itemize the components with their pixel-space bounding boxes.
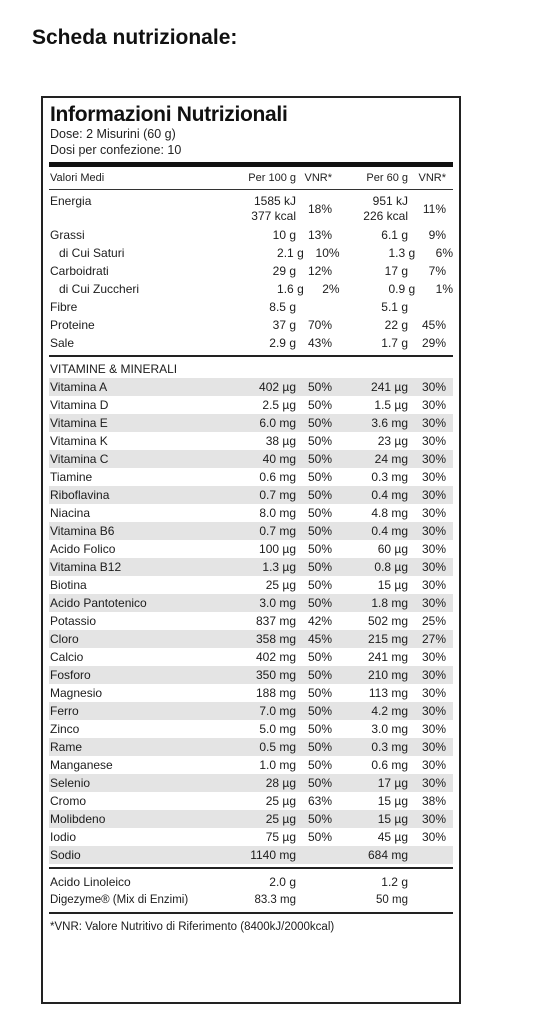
row-vnr2: 30%	[421, 830, 446, 844]
col-name: Valori Medi	[50, 172, 105, 184]
table-row	[49, 414, 453, 432]
row-name: Sodio	[50, 848, 81, 862]
row-vnr1: 50%	[307, 650, 332, 664]
row-name: Calcio	[50, 650, 84, 664]
row-per60: 215 mg	[367, 632, 408, 646]
table-row	[49, 648, 453, 666]
vitamins-list	[43, 378, 459, 864]
row-vnr1: 13%	[307, 228, 332, 242]
row-vnr1: 42%	[307, 614, 332, 628]
row-per60: 210 mg	[367, 668, 408, 682]
section-divider	[49, 867, 453, 869]
row-vnr1: 50%	[307, 470, 332, 484]
row-per60: 17 g	[384, 264, 408, 278]
energy-vnr1: 18%	[307, 201, 332, 216]
row-name: Vitamina B6	[50, 524, 115, 538]
row-per60: 15 µg	[377, 812, 408, 826]
row-per100: 358 mg	[255, 632, 296, 646]
row-name: Vitamina B12	[50, 560, 122, 574]
page-heading: Scheda nutrizionale:	[32, 26, 238, 49]
row-name: Iodio	[50, 830, 77, 844]
energy-vnr2: 11%	[422, 201, 446, 216]
row-vnr2: 7%	[428, 264, 446, 278]
row-per60: 4.2 mg	[371, 704, 408, 718]
row-per60: 60 µg	[377, 542, 408, 556]
row-per100: 8.5 g	[269, 300, 296, 314]
row-per60: 0.8 µg	[374, 560, 408, 574]
dose-text: Dose: 2 Misurini (60 g)	[50, 127, 176, 141]
row-vnr1: 50%	[307, 452, 332, 466]
row-vnr2: 30%	[421, 776, 446, 790]
row-per100: 25 µg	[265, 794, 296, 808]
row-vnr1: 12%	[307, 264, 332, 278]
row-name: Acido Folico	[50, 542, 116, 556]
row-per100: 37 g	[272, 318, 296, 332]
table-row	[49, 630, 453, 648]
footnote: *VNR: Valore Nutritivo di Riferimento (8400kJ/2000kcal)	[50, 921, 335, 933]
divider	[49, 189, 453, 190]
row-vnr1: 50%	[307, 524, 332, 538]
row-vnr2: 30%	[421, 812, 446, 826]
row-per60: 17 µg	[377, 776, 408, 790]
row-name: Cromo	[50, 794, 87, 808]
row-name: Digezyme® (Mix di Enzimi)	[50, 894, 189, 906]
row-per100: 40 mg	[262, 452, 296, 466]
table-row	[49, 316, 453, 334]
row-per100: 7.0 mg	[259, 704, 296, 718]
row-per100: 3.0 mg	[259, 596, 296, 610]
table-row	[49, 666, 453, 684]
row-vnr1: 50%	[307, 380, 332, 394]
row-vnr2: 27%	[421, 632, 446, 646]
table-row	[49, 594, 453, 612]
row-name: Ferro	[50, 704, 79, 718]
row-name: Niacina	[50, 506, 91, 520]
row-per60: 241 µg	[371, 380, 408, 394]
row-per100: 837 mg	[255, 614, 296, 628]
row-name: Tiamine	[50, 470, 93, 484]
row-name: Fosforo	[50, 668, 91, 682]
row-vnr2: 30%	[421, 722, 446, 736]
row-per60: 1.5 µg	[374, 398, 408, 412]
row-vnr1: 50%	[307, 560, 332, 574]
row-name: Vitamina A	[50, 380, 108, 394]
row-vnr1: 50%	[307, 398, 332, 412]
row-name: Vitamina C	[50, 452, 109, 466]
row-name: Rame	[50, 740, 83, 754]
row-per100: 10 g	[272, 228, 296, 242]
row-per100: 75 µg	[265, 830, 296, 844]
row-per100: 100 µg	[259, 542, 296, 556]
row-per100: 2.9 g	[269, 336, 296, 350]
row-per60: 1.2 g	[381, 875, 408, 889]
row-name: Manganese	[50, 758, 113, 772]
table-row	[49, 378, 453, 396]
row-vnr2: 25%	[421, 614, 446, 628]
row-per60: 24 mg	[374, 452, 408, 466]
energy-kj100: 1585 kJ	[253, 194, 296, 208]
row-vnr2: 30%	[421, 380, 446, 394]
table-row	[49, 891, 453, 909]
row-per60: 241 mg	[367, 650, 408, 664]
table-row	[49, 262, 453, 280]
row-per100: 0.7 mg	[259, 524, 296, 538]
energy-kcal60: 226 kcal	[363, 209, 408, 223]
extras-list	[43, 873, 459, 909]
row-per100: 8.0 mg	[259, 506, 296, 520]
row-vnr1: 2%	[322, 282, 340, 296]
row-per60: 0.3 mg	[371, 740, 408, 754]
row-per60: 23 µg	[377, 434, 408, 448]
table-row	[49, 226, 453, 244]
row-per60: 1.8 mg	[371, 596, 408, 610]
row-per100: 402 mg	[255, 650, 296, 664]
row-name: Selenio	[50, 776, 91, 790]
row-vnr2: 30%	[421, 560, 446, 574]
row-vnr2: 30%	[421, 686, 446, 700]
table-row	[49, 486, 453, 504]
row-name: Proteine	[50, 318, 95, 332]
row-name: Zinco	[50, 722, 80, 736]
energy-per60	[332, 194, 408, 224]
row-per100: 0.7 mg	[259, 488, 296, 502]
row-vnr1: 43%	[307, 336, 332, 350]
row-per100: 350 mg	[255, 668, 296, 682]
row-per100: 2.0 g	[269, 875, 296, 889]
row-per60: 0.4 mg	[371, 524, 408, 538]
table-row	[49, 540, 453, 558]
col-per100: Per 100 g	[248, 172, 296, 184]
row-vnr1: 50%	[307, 668, 332, 682]
row-per60: 0.6 mg	[371, 758, 408, 772]
row-vnr1: 50%	[307, 758, 332, 772]
row-per100: 2.1 g	[277, 246, 304, 260]
row-name: Cloro	[50, 632, 79, 646]
row-vnr2: 30%	[421, 758, 446, 772]
table-row	[49, 792, 453, 810]
row-name: Vitamina E	[50, 416, 108, 430]
row-name: di Cui Zuccheri	[59, 282, 140, 296]
row-per100: 188 mg	[255, 686, 296, 700]
row-vnr2: 30%	[421, 470, 446, 484]
row-per100: 1.6 g	[277, 282, 304, 296]
vitamins-heading: VITAMINE & MINERALI	[50, 362, 178, 376]
row-vnr1: 45%	[307, 632, 332, 646]
row-vnr2: 1%	[435, 282, 453, 296]
row-name: Magnesio	[50, 686, 103, 700]
table-row	[49, 873, 453, 891]
row-per60: 15 µg	[377, 578, 408, 592]
row-per60: 6.1 g	[381, 228, 408, 242]
row-per60: 1.3 g	[388, 246, 416, 260]
row-vnr2: 30%	[421, 596, 446, 610]
section-divider	[49, 355, 453, 357]
row-per60: 0.3 mg	[371, 470, 408, 484]
row-per60: 0.4 mg	[371, 488, 408, 502]
row-per60: 15 µg	[377, 794, 408, 808]
row-vnr2: 30%	[421, 578, 446, 592]
row-per60: 22 g	[384, 318, 408, 332]
row-per60: 45 µg	[377, 830, 408, 844]
row-vnr1: 50%	[307, 506, 332, 520]
row-name: Biotina	[50, 578, 87, 592]
table-row	[49, 810, 453, 828]
energy-name: Energia	[50, 194, 92, 208]
row-vnr2: 30%	[421, 704, 446, 718]
row-per100: 1.0 mg	[259, 758, 296, 772]
row-vnr2: 30%	[421, 398, 446, 412]
row-name: Sale	[50, 336, 75, 350]
row-per60: 3.6 mg	[371, 416, 408, 430]
table-row	[49, 432, 453, 450]
table-row	[49, 774, 453, 792]
row-name: Acido Linoleico	[50, 875, 131, 889]
table-row	[49, 756, 453, 774]
row-per60: 3.0 mg	[371, 722, 408, 736]
row-vnr1: 50%	[307, 740, 332, 754]
row-vnr2: 30%	[421, 416, 446, 430]
col-vnr2: VNR*	[418, 172, 446, 184]
row-vnr2: 30%	[421, 668, 446, 682]
row-per60: 0.9 g	[388, 282, 416, 296]
table-row	[49, 684, 453, 702]
row-vnr2: 45%	[421, 318, 446, 332]
row-vnr1: 70%	[307, 318, 332, 332]
row-vnr2: 30%	[421, 542, 446, 556]
energy-kj60: 951 kJ	[372, 194, 408, 208]
row-per60: 1.7 g	[381, 336, 408, 350]
col-per60: Per 60 g	[366, 172, 408, 184]
row-vnr1: 50%	[307, 704, 332, 718]
row-vnr1: 63%	[307, 794, 332, 808]
row-per100: 1.3 µg	[262, 560, 296, 574]
row-name: Grassi	[50, 228, 85, 242]
table-row	[49, 846, 453, 864]
table-row	[49, 720, 453, 738]
row-name: Potassio	[50, 614, 97, 628]
energy-kcal100: 377 kcal	[251, 209, 296, 223]
row-name: Carboidrati	[50, 264, 109, 278]
row-vnr2: 6%	[435, 246, 453, 260]
row-name: Molibdeno	[50, 812, 106, 826]
row-per100: 402 µg	[259, 380, 296, 394]
table-row	[49, 244, 453, 262]
row-vnr2: 30%	[421, 524, 446, 538]
column-header	[49, 167, 453, 189]
row-per60: 502 mg	[367, 614, 408, 628]
row-vnr1: 10%	[315, 246, 340, 260]
row-vnr2: 30%	[421, 506, 446, 520]
table-row	[49, 828, 453, 846]
row-per100: 1140 mg	[250, 848, 296, 862]
row-per100: 29 g	[272, 264, 296, 278]
servings-text: Dosi per confezione: 10	[50, 143, 182, 157]
row-per100: 38 µg	[265, 434, 296, 448]
row-vnr2: 30%	[421, 650, 446, 664]
row-vnr1: 50%	[307, 722, 332, 736]
row-vnr2: 9%	[428, 228, 446, 242]
table-row	[49, 468, 453, 486]
row-vnr1: 50%	[307, 830, 332, 844]
energy-per100	[220, 194, 296, 224]
row-per100: 83.3 mg	[254, 894, 296, 906]
col-vnr1: VNR*	[304, 172, 332, 184]
table-row	[49, 504, 453, 522]
table-row	[49, 522, 453, 540]
row-per100: 25 µg	[265, 812, 296, 826]
row-name: Vitamina D	[50, 398, 109, 412]
row-vnr2: 30%	[421, 452, 446, 466]
table-row	[49, 396, 453, 414]
row-per60: 5.1 g	[381, 300, 408, 314]
row-per60: 4.8 mg	[371, 506, 408, 520]
table-row	[49, 450, 453, 468]
row-name: Riboflavina	[50, 488, 110, 502]
table-row	[49, 738, 453, 756]
row-per100: 0.6 mg	[259, 470, 296, 484]
table-row	[49, 612, 453, 630]
row-per100: 28 µg	[265, 776, 296, 790]
row-vnr2: 29%	[421, 336, 446, 350]
row-name: Fibre	[50, 300, 78, 314]
row-vnr2: 30%	[421, 740, 446, 754]
row-per100: 0.5 mg	[259, 740, 296, 754]
row-vnr1: 50%	[307, 542, 332, 556]
table-row	[49, 558, 453, 576]
row-per100: 2.5 µg	[262, 398, 296, 412]
row-name: Vitamina K	[50, 434, 108, 448]
row-per60: 684 mg	[367, 848, 408, 862]
macros-list	[43, 226, 459, 352]
energy-row	[49, 194, 453, 224]
table-row	[49, 280, 453, 298]
row-vnr1: 50%	[307, 578, 332, 592]
table-row	[49, 298, 453, 316]
row-per60: 113 mg	[368, 686, 408, 700]
row-vnr1: 50%	[307, 434, 332, 448]
row-vnr1: 50%	[307, 812, 332, 826]
row-per100: 5.0 mg	[259, 722, 296, 736]
row-vnr1: 50%	[307, 488, 332, 502]
row-vnr2: 38%	[421, 794, 446, 808]
nutrition-label	[41, 96, 461, 1004]
row-vnr1: 50%	[307, 596, 332, 610]
row-name: Acido Pantotenico	[50, 596, 147, 610]
table-row	[49, 576, 453, 594]
row-vnr1: 50%	[307, 686, 332, 700]
row-per100: 6.0 mg	[259, 416, 296, 430]
label-title: Informazioni Nutrizionali	[50, 103, 288, 126]
row-vnr1: 50%	[307, 416, 332, 430]
row-vnr2: 30%	[421, 434, 446, 448]
row-name: di Cui Saturi	[59, 246, 125, 260]
row-per100: 25 µg	[265, 578, 296, 592]
row-per60: 50 mg	[376, 894, 408, 906]
row-vnr1: 50%	[307, 776, 332, 790]
table-row	[49, 334, 453, 352]
row-vnr2: 30%	[421, 488, 446, 502]
label-header	[43, 98, 459, 158]
table-row	[49, 702, 453, 720]
